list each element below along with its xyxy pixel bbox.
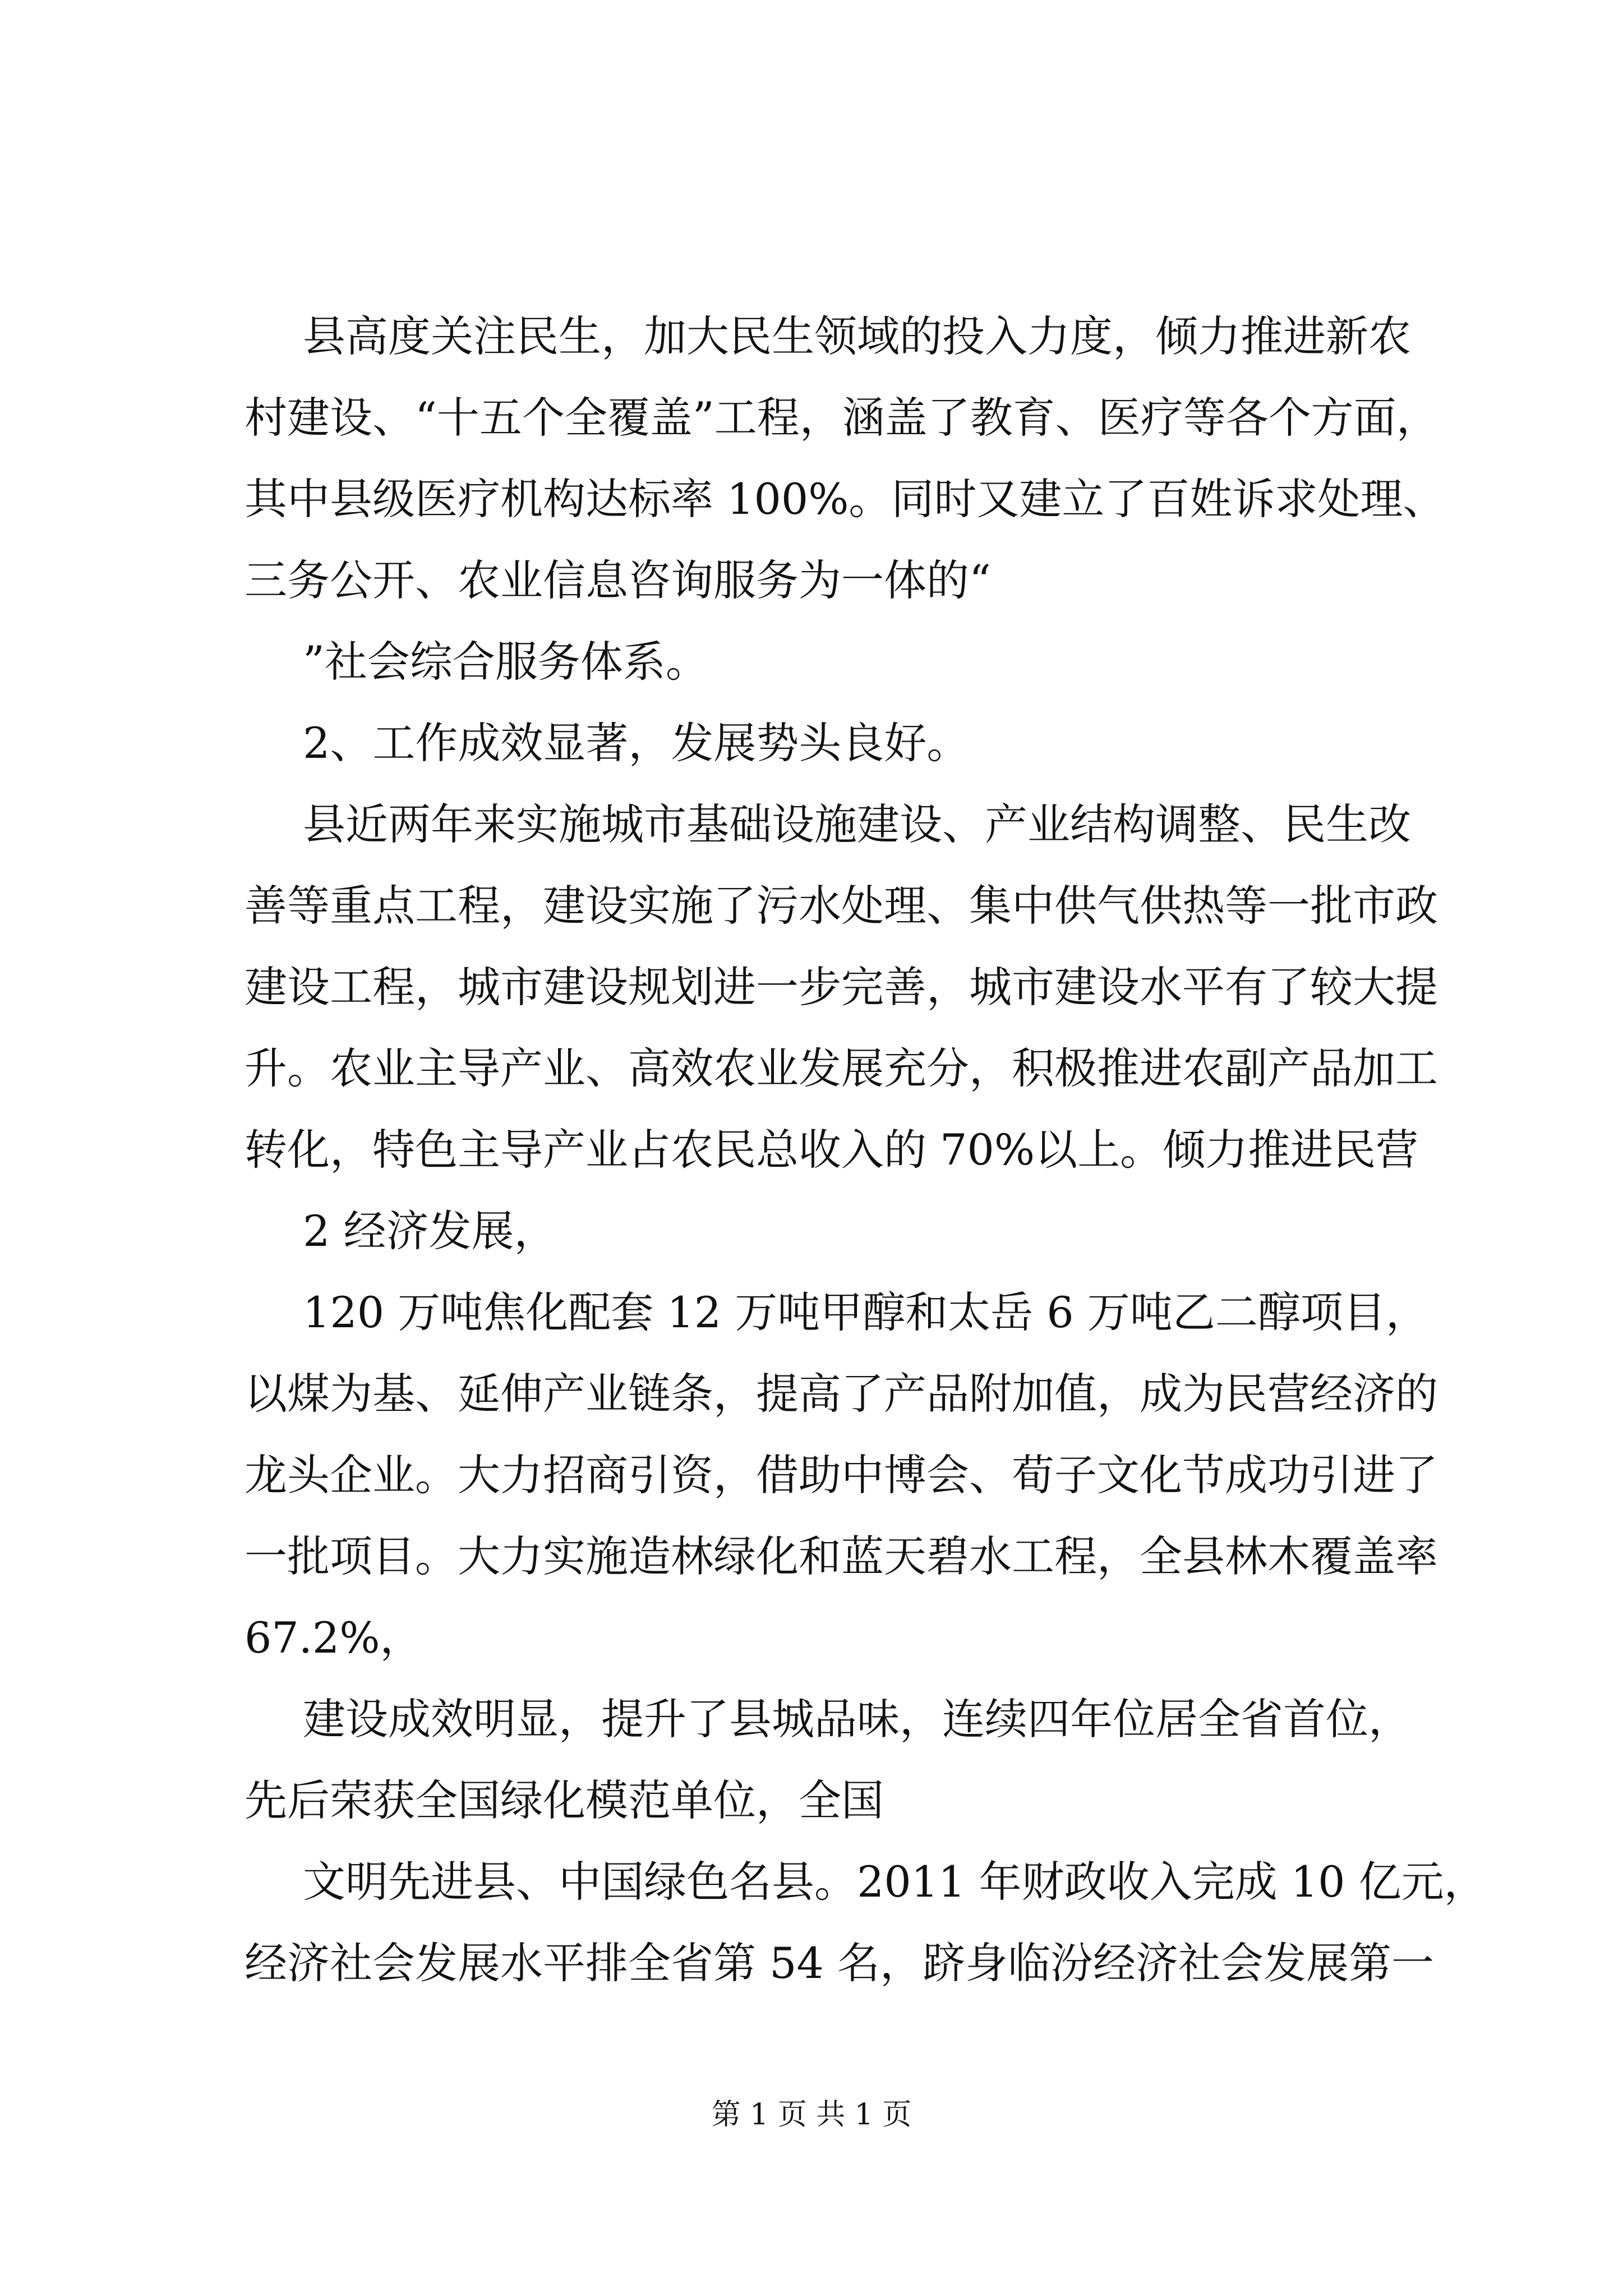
paragraph-line: 经济社会发展水平排全省第 54 名，跻身临汾经济社会发展第一 bbox=[245, 1938, 1435, 1988]
paragraph-line: 2 经济发展， bbox=[303, 1206, 557, 1256]
paragraph-line: 建设工程，城市建设规划进一步完善，城市建设水平有了较大提 bbox=[245, 962, 1438, 1012]
paragraph-line: 文明先进县、中国绿色名县。2011 年财政收入完成 10 亿元， bbox=[303, 1857, 1487, 1907]
paragraph-line: 67.2%， bbox=[245, 1613, 423, 1663]
page-number-footer: 第 1 页 共 1 页 bbox=[711, 2098, 912, 2132]
paragraph-line: 三务公开、农业信息咨询服务为一体的“ bbox=[245, 555, 991, 605]
paragraph-line: 善等重点工程，建设实施了污水处理、集中供气供热等一批市政 bbox=[245, 881, 1438, 931]
paragraph-line: 村建设、“十五个全覆盖”工程，涵盖了教育、医疗等各个方面， bbox=[245, 393, 1439, 443]
paragraph-line: 一批项目。大力实施造林绿化和蓝天碧水工程，全县林木覆盖率 bbox=[245, 1531, 1438, 1581]
paragraph-line: 升。农业主导产业、高效农业发展充分，积极推进农副产品加工 bbox=[245, 1043, 1438, 1093]
section-heading: 2、工作成效显著，发展势头良好。 bbox=[303, 718, 970, 768]
paragraph-line: 龙头企业。大力招商引资，借助中博会、荀子文化节成功引进了 bbox=[245, 1450, 1438, 1500]
paragraph-line: ”社会综合服务体系。 bbox=[303, 637, 708, 687]
paragraph-line: 县高度关注民生，加大民生领域的投入力度，倾力推进新农 bbox=[303, 311, 1411, 361]
paragraph-line: 先后荣获全国绿化模范单位，全国 bbox=[245, 1775, 884, 1825]
paragraph-line: 120 万吨焦化配套 12 万吨甲醇和太岳 6 万吨乙二醇项目， bbox=[303, 1287, 1428, 1337]
paragraph-line: 转化，特色主导产业占农民总收入的 70%以上。倾力推进民营 bbox=[245, 1125, 1419, 1175]
paragraph-line: 县近两年来实施城市基础设施建设、产业结构调整、民生改 bbox=[303, 799, 1411, 849]
paragraph-line: 其中县级医疗机构达标率 100%。同时又建立了百姓诉求处理、 bbox=[245, 474, 1446, 524]
paragraph-line: 建设成效明显，提升了县城品味，连续四年位居全省首位， bbox=[303, 1694, 1411, 1744]
paragraph-line: 以煤为基、延伸产业链条，提高了产品附加值，成为民营经济的 bbox=[245, 1369, 1438, 1419]
